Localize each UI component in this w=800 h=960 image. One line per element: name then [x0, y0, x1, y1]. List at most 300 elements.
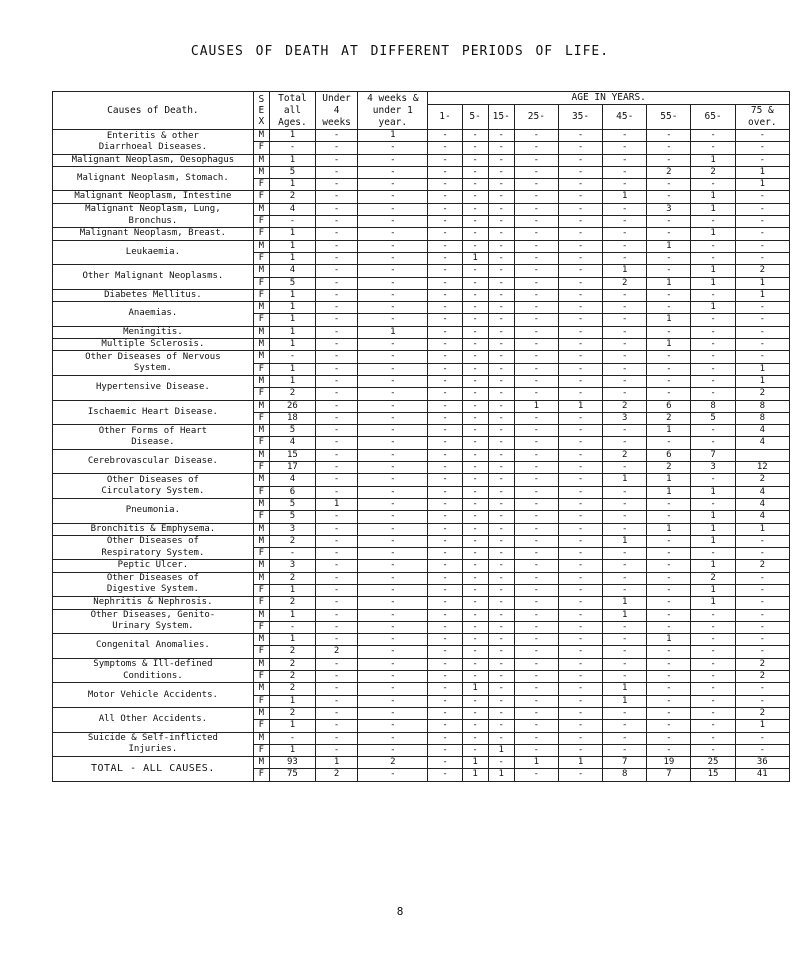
value-cell: - — [647, 363, 691, 375]
value-cell: - — [428, 486, 462, 498]
value-cell: - — [691, 388, 735, 400]
sex-cell: M — [253, 498, 269, 510]
value-cell: - — [428, 203, 462, 215]
value-cell: - — [462, 412, 488, 424]
value-cell: - — [358, 535, 428, 547]
value-cell: - — [358, 179, 428, 191]
value-cell: - — [428, 720, 462, 732]
sex-cell: F — [253, 671, 269, 683]
value-cell: - — [558, 535, 602, 547]
value-cell: - — [735, 130, 789, 142]
value-cell: - — [316, 351, 358, 363]
value-cell: 1 — [647, 339, 691, 351]
value-cell: - — [488, 179, 514, 191]
value-cell: - — [428, 363, 462, 375]
table-row — [53, 707, 790, 719]
value-cell: 1 — [269, 302, 315, 314]
value-cell: - — [428, 523, 462, 535]
value-cell: - — [358, 634, 428, 646]
value-cell: - — [603, 646, 647, 658]
sex-cell: M — [253, 154, 269, 166]
value-cell: - — [358, 437, 428, 449]
value-cell: - — [558, 498, 602, 510]
cause-label: Malignant Neoplasm, Oesophagus — [71, 154, 235, 165]
value-cell: 1 — [603, 265, 647, 277]
value-cell: - — [647, 351, 691, 363]
value-cell: - — [488, 142, 514, 154]
value-cell: - — [514, 228, 558, 240]
value-cell: - — [488, 203, 514, 215]
table-row — [53, 326, 790, 338]
value-cell: - — [488, 449, 514, 461]
value-cell: - — [514, 732, 558, 744]
value-cell: - — [428, 388, 462, 400]
value-cell: - — [488, 634, 514, 646]
cause-label: Other Diseases of — [106, 536, 199, 547]
cause-cell — [53, 732, 254, 757]
value-cell: - — [488, 597, 514, 609]
value-cell: 1 — [269, 584, 315, 596]
value-cell: - — [358, 203, 428, 215]
value-cell: - — [603, 179, 647, 191]
value-cell: - — [316, 265, 358, 277]
value-cell: - — [316, 462, 358, 474]
value-cell: - — [514, 498, 558, 510]
cause-label: Symptoms & Ill-defined — [93, 659, 213, 670]
value-cell: - — [647, 326, 691, 338]
value-cell: - — [358, 621, 428, 633]
value-cell: - — [358, 388, 428, 400]
value-cell: - — [462, 511, 488, 523]
sex-cell: F — [253, 216, 269, 228]
value-cell: - — [488, 339, 514, 351]
value-cell: - — [488, 572, 514, 584]
page-title: CAUSES OF DEATH AT DIFFERENT PERIODS OF LIFE. — [190, 44, 610, 59]
cause-label: Meningitis. — [123, 326, 183, 337]
value-cell: 1 — [735, 720, 789, 732]
value-cell: - — [358, 560, 428, 572]
cause-cell — [53, 634, 254, 659]
value-cell: - — [647, 289, 691, 301]
value-cell: - — [735, 314, 789, 326]
value-cell: - — [316, 289, 358, 301]
value-cell: - — [316, 535, 358, 547]
sex-cell: F — [253, 179, 269, 191]
value-cell: - — [514, 277, 558, 289]
cause-cell — [53, 302, 254, 327]
value-cell: - — [358, 252, 428, 264]
value-cell: - — [428, 535, 462, 547]
cause-label: Motor Vehicle Accidents. — [87, 689, 218, 700]
sex-cell: F — [253, 252, 269, 264]
sex-cell: F — [253, 769, 269, 781]
cause-label: Malignant Neoplasm, Stomach. — [77, 173, 229, 184]
value-cell: 41 — [735, 769, 789, 781]
value-cell: - — [514, 695, 558, 707]
table-row — [53, 732, 790, 744]
value-cell: - — [428, 154, 462, 166]
cause-label: Malignant Neoplasm, Lung, — [85, 204, 221, 215]
value-cell: - — [428, 339, 462, 351]
value-cell: - — [428, 252, 462, 264]
value-cell: - — [514, 363, 558, 375]
value-cell: - — [603, 240, 647, 252]
value-cell: 2 — [603, 449, 647, 461]
sex-cell: F — [253, 412, 269, 424]
value-cell: - — [603, 548, 647, 560]
value-cell: - — [647, 597, 691, 609]
value-cell: - — [462, 572, 488, 584]
value-cell: 1 — [647, 486, 691, 498]
value-cell: - — [316, 683, 358, 695]
value-cell: - — [514, 634, 558, 646]
value-cell: - — [558, 326, 602, 338]
value-cell: 1 — [462, 252, 488, 264]
value-cell: - — [558, 130, 602, 142]
value-cell: - — [488, 228, 514, 240]
value-cell: - — [603, 486, 647, 498]
value-cell: 26 — [269, 400, 315, 412]
value-cell: - — [462, 326, 488, 338]
value-cell: - — [514, 658, 558, 670]
sex-cell: F — [253, 548, 269, 560]
value-cell: 1 — [691, 597, 735, 609]
value-cell: - — [358, 732, 428, 744]
value-cell: - — [428, 560, 462, 572]
value-cell: - — [647, 437, 691, 449]
value-cell: - — [428, 166, 462, 178]
value-cell: - — [514, 302, 558, 314]
value-cell: - — [514, 375, 558, 387]
value-cell: - — [316, 486, 358, 498]
value-cell: - — [647, 154, 691, 166]
value-cell: - — [488, 462, 514, 474]
value-cell: - — [735, 634, 789, 646]
value-cell: - — [462, 535, 488, 547]
value-cell: 2 — [735, 388, 789, 400]
value-cell: - — [558, 289, 602, 301]
cause-cell — [53, 351, 254, 376]
value-cell: 1 — [514, 757, 558, 769]
value-cell: 1 — [603, 609, 647, 621]
value-cell: 2 — [691, 572, 735, 584]
value-cell: - — [514, 326, 558, 338]
cause-cell — [53, 375, 254, 400]
value-cell: - — [316, 203, 358, 215]
header-under-4-weeks: Under 4 weeks — [316, 92, 358, 130]
value-cell: 2 — [316, 646, 358, 658]
value-cell: - — [316, 314, 358, 326]
page-number: 8 — [396, 905, 404, 918]
value-cell: - — [428, 584, 462, 596]
value-cell: 2 — [647, 462, 691, 474]
value-cell: - — [269, 732, 315, 744]
value-cell: - — [647, 228, 691, 240]
value-cell: 2 — [269, 646, 315, 658]
value-cell: - — [603, 363, 647, 375]
value-cell: - — [488, 277, 514, 289]
value-cell: - — [358, 695, 428, 707]
value-cell: - — [514, 744, 558, 756]
value-cell: - — [647, 646, 691, 658]
value-cell: - — [488, 609, 514, 621]
cause-cell — [53, 757, 254, 782]
value-cell: - — [488, 289, 514, 301]
value-cell: - — [488, 646, 514, 658]
value-cell: - — [735, 228, 789, 240]
value-cell: - — [358, 339, 428, 351]
value-cell: - — [558, 277, 602, 289]
value-cell: - — [316, 400, 358, 412]
value-cell: - — [647, 535, 691, 547]
value-cell: - — [488, 425, 514, 437]
value-cell: - — [462, 609, 488, 621]
value-cell: - — [462, 646, 488, 658]
value-cell: - — [358, 351, 428, 363]
value-cell: - — [735, 339, 789, 351]
value-cell: - — [428, 412, 462, 424]
table-row — [53, 339, 790, 351]
value-cell: - — [558, 560, 602, 572]
value-cell: - — [358, 572, 428, 584]
value-cell: - — [514, 425, 558, 437]
cause-label: Other Diseases of — [106, 474, 199, 485]
value-cell: - — [647, 584, 691, 596]
cause-label: Other Diseases of Nervous — [85, 351, 221, 362]
value-cell: - — [603, 462, 647, 474]
value-cell: - — [735, 142, 789, 154]
value-cell: - — [735, 744, 789, 756]
cause-label: All Other Accidents. — [98, 714, 208, 725]
header-4-weeks-to-1-year: 4 weeks & under 1 year. — [358, 92, 428, 130]
value-cell: - — [514, 720, 558, 732]
value-cell: 2 — [603, 400, 647, 412]
value-cell: - — [691, 658, 735, 670]
sex-cell: M — [253, 240, 269, 252]
value-cell: - — [316, 302, 358, 314]
value-cell: - — [488, 252, 514, 264]
value-cell: - — [558, 634, 602, 646]
value-cell: - — [316, 277, 358, 289]
value-cell: 1 — [558, 400, 602, 412]
header-age-6: 55- — [647, 105, 691, 130]
value-cell: 36 — [735, 757, 789, 769]
value-cell: - — [428, 289, 462, 301]
value-cell: 1 — [735, 375, 789, 387]
value-cell: 12 — [735, 462, 789, 474]
value-cell: - — [735, 216, 789, 228]
value-cell: - — [691, 548, 735, 560]
value-cell: - — [647, 252, 691, 264]
value-cell: - — [428, 302, 462, 314]
table-row — [53, 449, 790, 461]
value-cell: - — [462, 498, 488, 510]
value-cell: 5 — [269, 511, 315, 523]
value-cell: - — [558, 486, 602, 498]
value-cell — [735, 449, 789, 461]
value-cell: - — [691, 130, 735, 142]
value-cell: - — [647, 216, 691, 228]
value-cell: 4 — [735, 498, 789, 510]
value-cell: - — [735, 240, 789, 252]
value-cell: 1 — [691, 535, 735, 547]
value-cell: - — [358, 265, 428, 277]
sex-cell: F — [253, 462, 269, 474]
value-cell: - — [462, 302, 488, 314]
value-cell: - — [358, 671, 428, 683]
value-cell: - — [735, 154, 789, 166]
cause-label: Pneumonia. — [125, 505, 180, 516]
value-cell: - — [691, 339, 735, 351]
table-row — [53, 683, 790, 695]
value-cell: - — [488, 400, 514, 412]
value-cell: - — [647, 572, 691, 584]
value-cell: - — [691, 634, 735, 646]
value-cell: - — [558, 154, 602, 166]
cause-label: Nephritis & Nephrosis. — [93, 597, 213, 608]
value-cell: 2 — [269, 671, 315, 683]
value-cell: 1 — [691, 265, 735, 277]
value-cell: 4 — [269, 474, 315, 486]
cause-cell — [53, 560, 254, 572]
value-cell: 7 — [603, 757, 647, 769]
value-cell: 1 — [358, 130, 428, 142]
value-cell: 1 — [647, 425, 691, 437]
value-cell: - — [514, 142, 558, 154]
sex-cell: F — [253, 584, 269, 596]
sex-cell: M — [253, 560, 269, 572]
value-cell: 1 — [269, 228, 315, 240]
value-cell: 5 — [269, 277, 315, 289]
cause-label: Anaemias. — [128, 308, 178, 319]
sex-cell: M — [253, 757, 269, 769]
value-cell: 2 — [647, 166, 691, 178]
value-cell: - — [691, 671, 735, 683]
value-cell: - — [558, 388, 602, 400]
value-cell: - — [691, 326, 735, 338]
value-cell: - — [514, 240, 558, 252]
value-cell: - — [488, 166, 514, 178]
sex-cell: M — [253, 351, 269, 363]
value-cell: 3 — [269, 523, 315, 535]
value-cell: 1 — [735, 277, 789, 289]
value-cell: - — [462, 130, 488, 142]
header-age-3: 25- — [514, 105, 558, 130]
cause-label: Malignant Neoplasm, Intestine — [74, 191, 232, 202]
sex-cell: M — [253, 302, 269, 314]
value-cell: - — [462, 289, 488, 301]
value-cell: - — [358, 375, 428, 387]
value-cell: - — [428, 769, 462, 781]
value-cell: 1 — [269, 375, 315, 387]
cause-label: Digestive System. — [106, 584, 199, 595]
value-cell: - — [488, 474, 514, 486]
sex-cell: F — [253, 228, 269, 240]
sex-cell: M — [253, 707, 269, 719]
value-cell: - — [691, 744, 735, 756]
value-cell: - — [358, 425, 428, 437]
value-cell: 1 — [647, 523, 691, 535]
value-cell: - — [462, 671, 488, 683]
value-cell: - — [558, 707, 602, 719]
value-cell: - — [735, 695, 789, 707]
sex-cell: F — [253, 277, 269, 289]
value-cell: - — [358, 486, 428, 498]
value-cell: - — [428, 621, 462, 633]
cause-cell — [53, 400, 254, 425]
value-cell: 7 — [691, 449, 735, 461]
value-cell: - — [428, 142, 462, 154]
value-cell: 1 — [691, 228, 735, 240]
value-cell: 1 — [735, 179, 789, 191]
sex-cell: M — [253, 166, 269, 178]
value-cell: - — [603, 560, 647, 572]
value-cell: - — [358, 449, 428, 461]
value-cell: - — [488, 130, 514, 142]
value-cell: 1 — [691, 191, 735, 203]
value-cell: - — [603, 388, 647, 400]
value-cell: - — [358, 548, 428, 560]
value-cell: 4 — [269, 437, 315, 449]
value-cell: - — [358, 584, 428, 596]
value-cell: - — [488, 523, 514, 535]
value-cell: - — [514, 511, 558, 523]
cause-label: Urinary System. — [112, 621, 194, 632]
value-cell: - — [647, 375, 691, 387]
value-cell: 3 — [603, 412, 647, 424]
value-cell: - — [691, 437, 735, 449]
value-cell: - — [428, 216, 462, 228]
value-cell: - — [269, 548, 315, 560]
value-cell: - — [428, 130, 462, 142]
value-cell: 1 — [691, 154, 735, 166]
cause-cell — [53, 572, 254, 597]
value-cell: 2 — [735, 707, 789, 719]
cause-cell — [53, 425, 254, 450]
value-cell: - — [316, 449, 358, 461]
value-cell: 2 — [269, 535, 315, 547]
value-cell: 1 — [647, 634, 691, 646]
value-cell: - — [316, 179, 358, 191]
value-cell: - — [462, 486, 488, 498]
value-cell: - — [735, 326, 789, 338]
value-cell: - — [358, 658, 428, 670]
value-cell: - — [316, 130, 358, 142]
value-cell: - — [691, 425, 735, 437]
value-cell: - — [488, 265, 514, 277]
value-cell: - — [558, 769, 602, 781]
table-row — [53, 572, 790, 584]
value-cell: - — [514, 203, 558, 215]
value-cell: - — [558, 720, 602, 732]
value-cell: 1 — [647, 240, 691, 252]
value-cell: - — [358, 314, 428, 326]
value-cell: - — [358, 511, 428, 523]
value-cell: - — [316, 154, 358, 166]
table-row — [53, 130, 790, 142]
value-cell: - — [462, 400, 488, 412]
value-cell: - — [558, 609, 602, 621]
value-cell: - — [462, 351, 488, 363]
cause-label: Injuries. — [128, 744, 178, 755]
value-cell: - — [647, 707, 691, 719]
value-cell: - — [316, 744, 358, 756]
value-cell: - — [558, 179, 602, 191]
value-cell: 2 — [269, 683, 315, 695]
value-cell: - — [558, 166, 602, 178]
value-cell: 1 — [603, 474, 647, 486]
sex-cell: F — [253, 314, 269, 326]
